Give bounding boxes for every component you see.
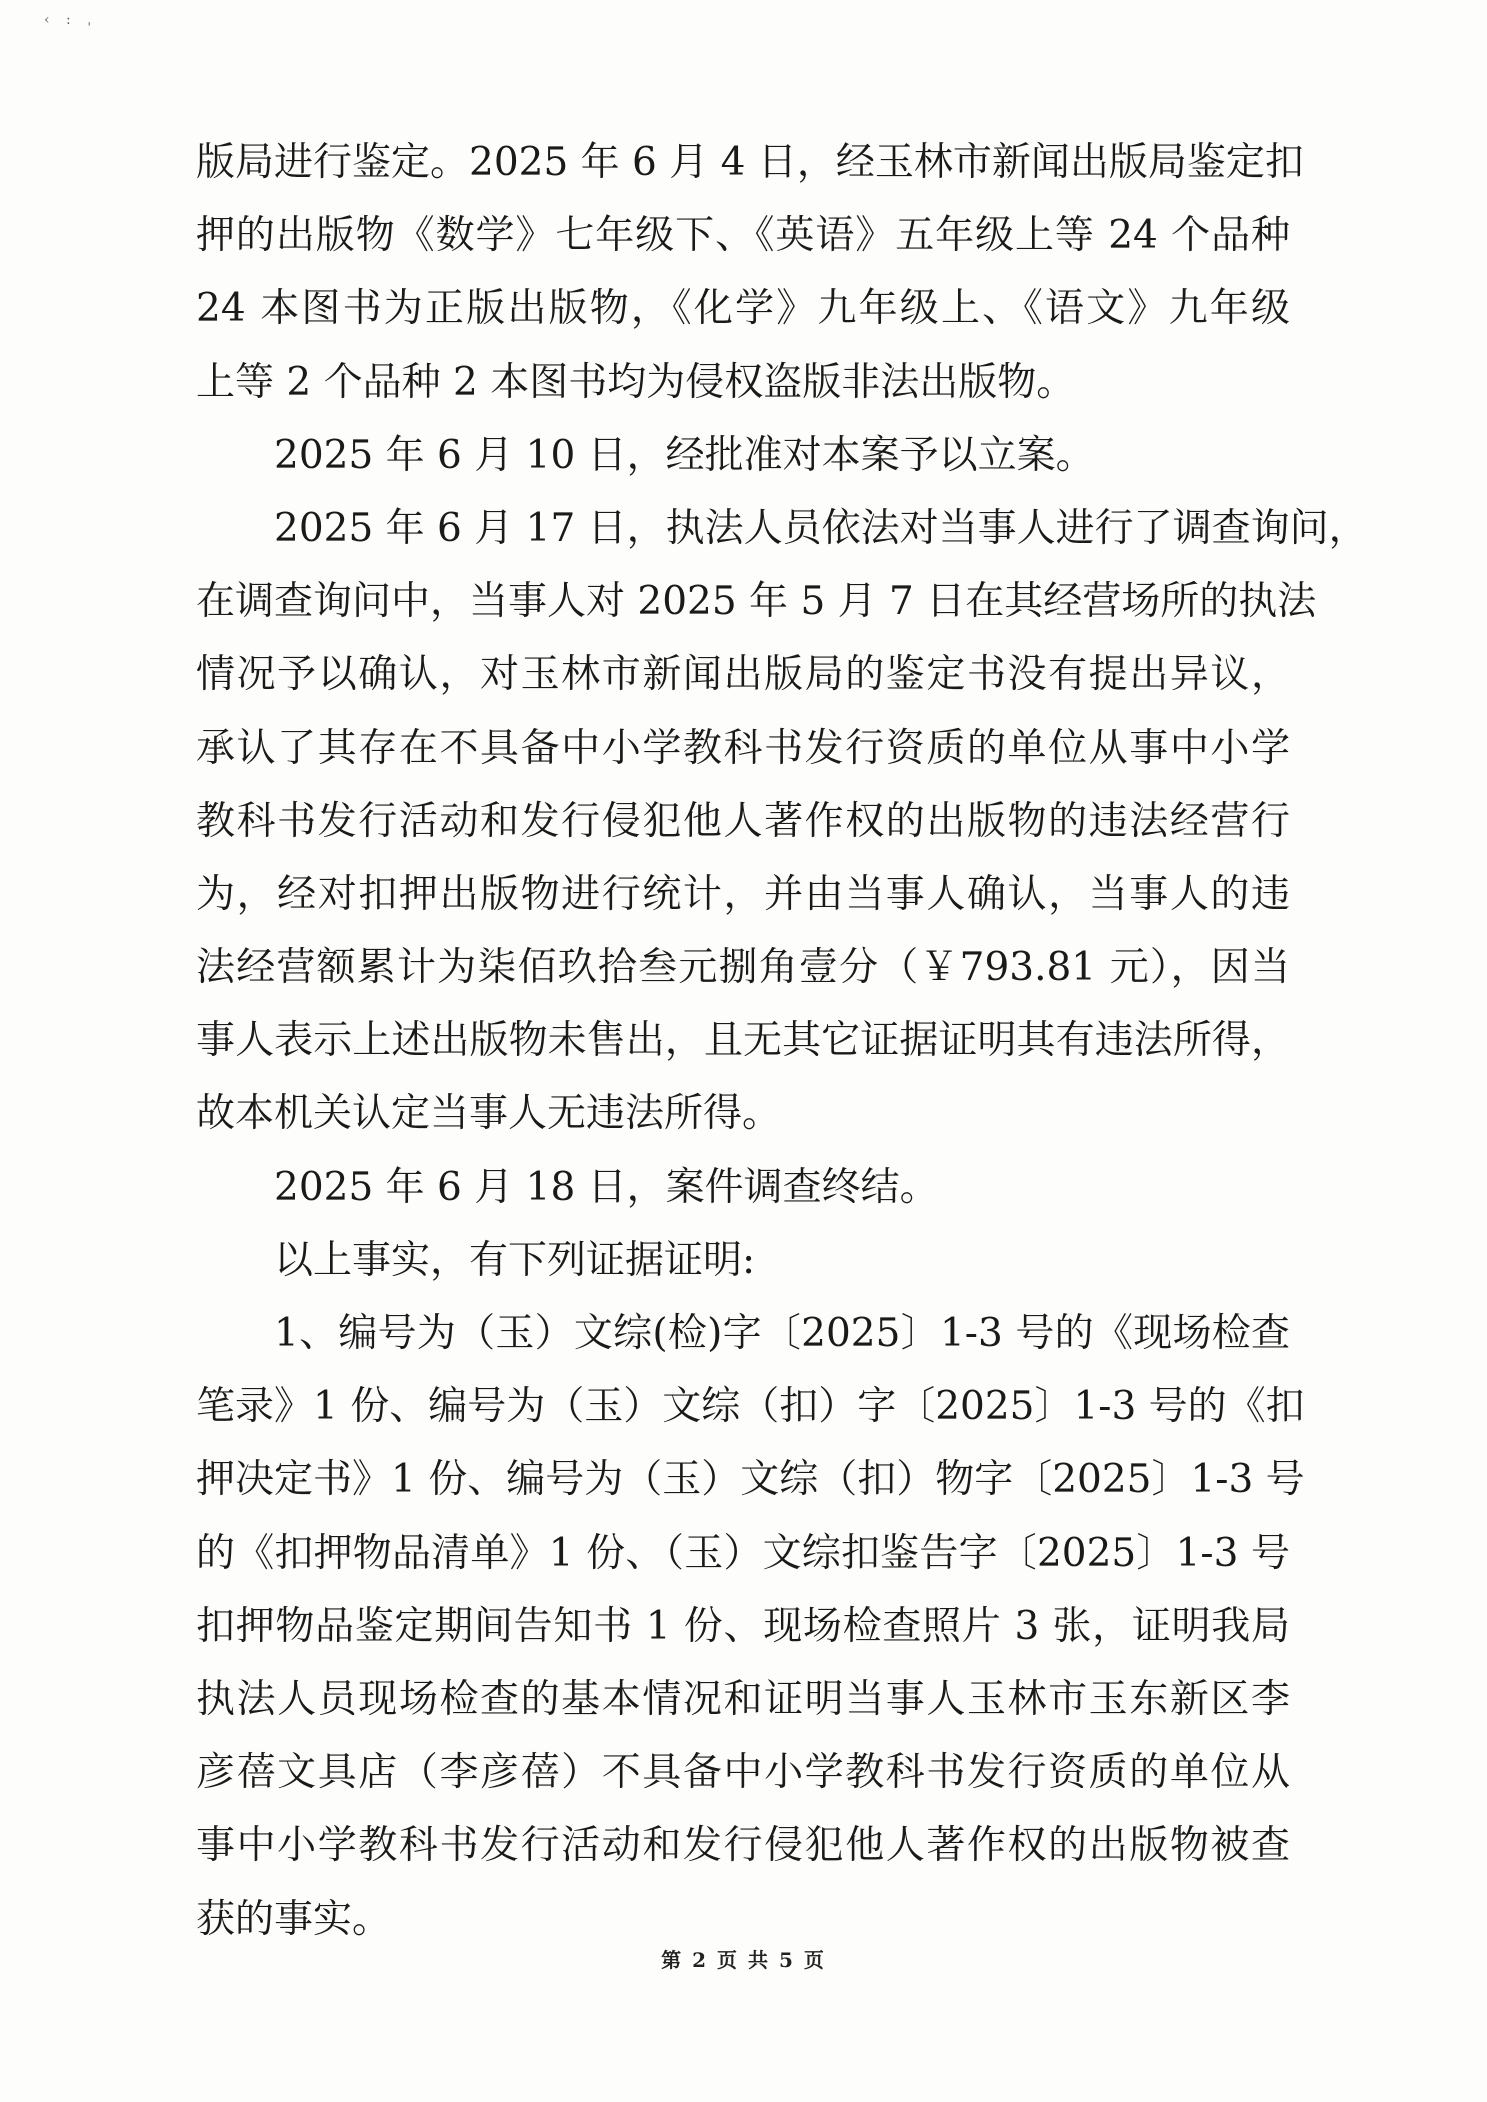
text-line: 上等 2 个品种 2 本图书均为侵权盗版非法出版物。 (196, 359, 1076, 405)
text-line: 获的事实。 (196, 1896, 392, 1942)
text-line: 彦蓓文具店（李彦蓓）不具备中小学教科书发行资质的单位从 (196, 1750, 1290, 1796)
text-line: 笔录》1 份、编号为（玉）文综（扣）字〔2025〕1-3 号的《扣 (196, 1384, 1305, 1430)
text-line: 事中小学教科书发行活动和发行侵犯他人著作权的出版物被查 (196, 1823, 1290, 1869)
scan-marks: ‹ : ˌ (44, 12, 98, 28)
document-body (196, 126, 1368, 1956)
text-line: 承认了其存在不具备中小学教科书发行资质的单位从事中小学 (196, 725, 1290, 771)
text-line: 扣押物品鉴定期间告知书 1 份、现场检查照片 3 张，证明我局 (196, 1603, 1290, 1649)
text-line: 事人表示上述出版物未售出，且无其它证据证明其有违法所得， (196, 1018, 1290, 1064)
text-line: 2025 年 6 月 10 日，经批准对本案予以立案。 (274, 432, 1095, 478)
text-line: 以上事实，有下列证据证明: (274, 1237, 756, 1283)
text-line: 教科书发行活动和发行侵犯他人著作权的出版物的违法经营行 (196, 798, 1290, 844)
text-line: 法经营额累计为柒佰玖拾叁元捌角壹分（￥793.81 元），因当 (196, 945, 1290, 991)
text-line: 执法人员现场检查的基本情况和证明当事人玉林市玉东新区李 (196, 1676, 1290, 1722)
text-line: 押的出版物《数学》七年级下、《英语》五年级上等 24 个品种 (196, 213, 1290, 259)
text-line: 版局进行鉴定。2025 年 6 月 4 日，经玉林市新闻出版局鉴定扣 (196, 140, 1304, 185)
text-line: 24 本图书为正版出版物，《化学》九年级上、《语文》九年级 (196, 286, 1290, 332)
text-line: 情况予以确认，对玉林市新闻出版局的鉴定书没有提出异议， (196, 652, 1290, 698)
page-number-footer: 第 2 页 共 5 页 (661, 1948, 826, 1972)
text-line: 2025 年 6 月 18 日，案件调查终结。 (274, 1164, 939, 1210)
text-line: 在调查询问中，当事人对 2025 年 5 月 7 日在其经营场所的执法 (196, 579, 1317, 625)
text-line: 2025 年 6 月 17 日，执法人员依法对当事人进行了调查询问， (274, 505, 1368, 551)
text-line: 押决定书》1 份、编号为（玉）文综（扣）物字〔2025〕1-3 号 (196, 1457, 1305, 1503)
text-line: 故本机关认定当事人无违法所得。 (196, 1091, 782, 1137)
text-line: 1、编号为（玉）文综(检)字〔2025〕1-3 号的《现场检查 (274, 1311, 1290, 1356)
text-line: 为，经对扣押出版物进行统计，并由当事人确认，当事人的违 (196, 871, 1290, 917)
text-line: 的《扣押物品清单》1 份、（玉）文综扣鉴告字〔2025〕1-3 号 (196, 1530, 1290, 1576)
